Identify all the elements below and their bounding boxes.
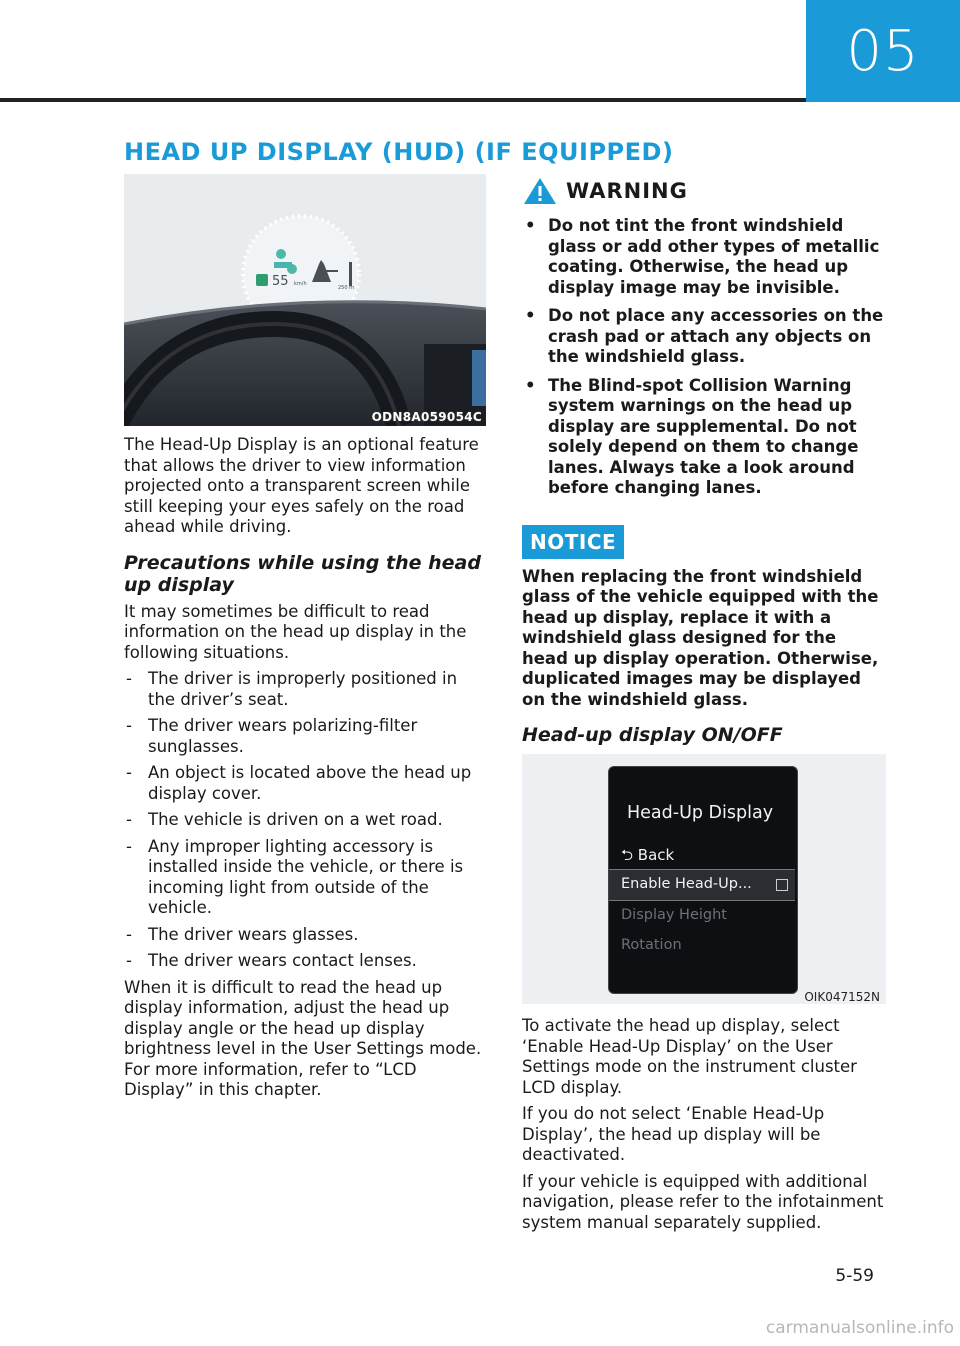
precautions-intro: It may sometimes be difficult to read information on the head up display in the following situations. [124, 601, 467, 662]
list-item: - The driver wears polarizing-filter sunglasses. [126, 716, 418, 756]
figure-code: OIK047152N [804, 990, 880, 1004]
list-item: - An object is located above the head up display cover. [126, 763, 472, 803]
notice-badge: NOTICE [522, 525, 624, 559]
settings-figure [522, 754, 886, 1004]
navigation-paragraph: If your vehicle is equipped with additional navigation, please refer to the infotainment system manual separately supplied. [522, 1171, 884, 1232]
header-rule [0, 98, 806, 102]
onoff-heading: Head-up display ON/OFF [522, 724, 783, 746]
closing-paragraph: When it is difficult to read the head up display information, adjust the head up display angle or the head up display brightness level in the User Settings mode. For more information, refer to “LCD Display” in this chapter. [124, 977, 482, 1099]
display-height-menu-item: Display Height [621, 907, 727, 923]
left-column [124, 174, 486, 1107]
watermark: carmanualsonline.info [765, 1318, 954, 1338]
warning-header [522, 176, 886, 206]
right-column [522, 174, 886, 1239]
back-menu-item: ⮌ Back [621, 846, 675, 864]
hud-illustration [124, 174, 486, 426]
warning-triangle-icon [522, 176, 558, 206]
warning-list [522, 216, 886, 499]
hud-photo [124, 174, 486, 426]
precautions-heading: Precautions while using the head up display [124, 551, 481, 596]
list-item: - The driver wears contact lenses. [126, 951, 417, 970]
warning-label: WARNING [566, 179, 688, 203]
section-title: HEAD UP DISPLAY (HUD) (IF EQUIPPED) [124, 138, 674, 166]
cluster-lcd-screen [608, 766, 798, 994]
rotation-menu-item: Rotation [621, 937, 682, 953]
situations-list [124, 669, 486, 972]
figure-code: ODN8A059054C [371, 410, 482, 424]
page-number: 5-59 [835, 1266, 874, 1286]
deactivate-paragraph: If you do not select ‘Enable Head-Up Display’, the head up display will be deactivated. [522, 1104, 825, 1164]
hud-speed-unit: km/h [294, 281, 307, 287]
list-item: • Do not tint the front windshield glass or add other types of metallic coating. Otherwise, the head up display image may be invisible. [525, 216, 880, 297]
list-item: - Any improper lighting accessory is installed inside the vehicle, or there is incoming light from outside of the vehicle. [126, 836, 464, 917]
intro-paragraph: The Head-Up Display is an optional feature that allows the driver to view information projected onto a transparent screen while still keeping your eyes safely on the road ahead while driving. [124, 435, 479, 536]
checkbox-icon [776, 879, 788, 891]
list-item: - The driver wears glasses. [126, 924, 359, 944]
hud-distance: 250 m [338, 285, 355, 291]
chapter-number: 05 [806, 0, 960, 102]
enable-hud-menu-item: Enable Head-Up... [609, 869, 795, 901]
activate-paragraph: To activate the head up display, select ‘Enable Head-Up Display’ on the User Settings mode on the instrument cluster LCD display. [522, 1016, 857, 1097]
list-item: • The Blind-spot Collision Warning system warnings on the head up display are supplemental. Do not solely depend on them to change lanes. Always take a look around before changing lanes. [525, 375, 859, 497]
list-item: • Do not place any accessories on the crash pad or attach any objects on the windshield glass. [525, 306, 884, 366]
list-item: - The driver is improperly positioned in the driver’s seat. [126, 669, 458, 709]
notice-text: When replacing the front windshield glass of the vehicle equipped with the head up display, replace it with a windshield glass designed for the head up display operation. Otherwise, duplicated images may be displayed on the windshield glass. [522, 566, 879, 709]
list-item: - The vehicle is driven on a wet road. [126, 810, 443, 829]
screen-title: Head-Up Display [627, 803, 774, 823]
hud-speed: 55 [272, 274, 289, 289]
